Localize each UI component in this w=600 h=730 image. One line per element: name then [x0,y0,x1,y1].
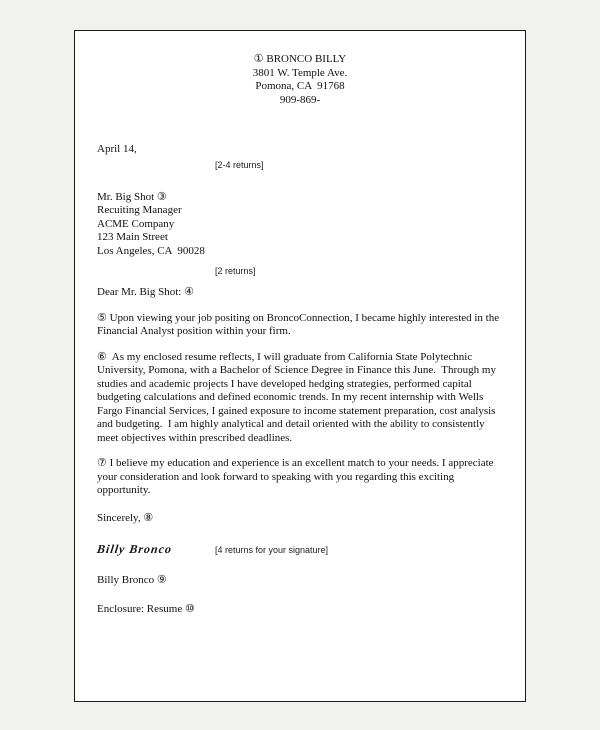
closing-line: Sincerely, ⑧ [97,511,154,524]
handwritten-signature: Billy Bronco [96,542,174,556]
date-line: April 14, [97,143,137,155]
sender-street-line: 3801 W. Temple Ave. [252,66,348,79]
recipient-city-line: Los Angeles, CA 90028 [97,244,205,257]
sender-city-line: Pomona, CA 91768 [255,80,345,92]
enclosure-line: Enclosure: Resume ⑩ [97,603,195,615]
recipient-street-line: 123 Main Street [97,231,168,243]
letter-page [74,30,526,702]
paragraph-body: ⑥ As my enclosed resume reflects, I will graduate from California State Polytechnic University, Pomona, with a Bachelor of Science Degree in Finance this June. Through my studies and academic projects I have developed hedging strategies, performed capital budgeting calculations and defined economic trends. In my recent internship with Wells Fargo Financial Services, I gained exposure to income statement preparation, cost analysis and budgeting. I am highly analytical and detail oriented with the ability to consistently meet objectives within prescribed deadlines. [97,350,499,444]
paragraph-opening: ⑤ Upon viewing your job positing on BroncoConnection, I became highly interested in the Financial Analyst position within your firm. [97,311,502,337]
signature-cell [97,543,215,558]
typed-name-line: Billy Bronco ⑨ [97,573,167,586]
returns-annotation-after-recipient: [2 returns] [215,266,256,276]
paragraph-closing: ⑦ I believe my education and experience is an excellent match to your needs. I appreciate your consideration and look forward to speaking with you regarding this exciting opportunity. [97,457,497,496]
recipient-title-line: Recuiting Manager [97,204,182,216]
returns-annotation-after-date: [2-4 returns] [215,159,264,170]
sender-phone-line: 909-869- [279,93,321,106]
recipient-company-line: ACME Company [97,217,175,230]
returns-annotation-signature: [4 returns for your signature] [215,544,329,555]
signature-row [97,543,503,558]
letter-header [97,53,503,107]
recipient-name-line: Mr. Big Shot ③ [97,190,167,203]
salutation-line: Dear Mr. Big Shot: ④ [97,286,194,298]
recipient-block [97,191,503,259]
sender-name-line: ① BRONCO BILLY [253,53,347,65]
